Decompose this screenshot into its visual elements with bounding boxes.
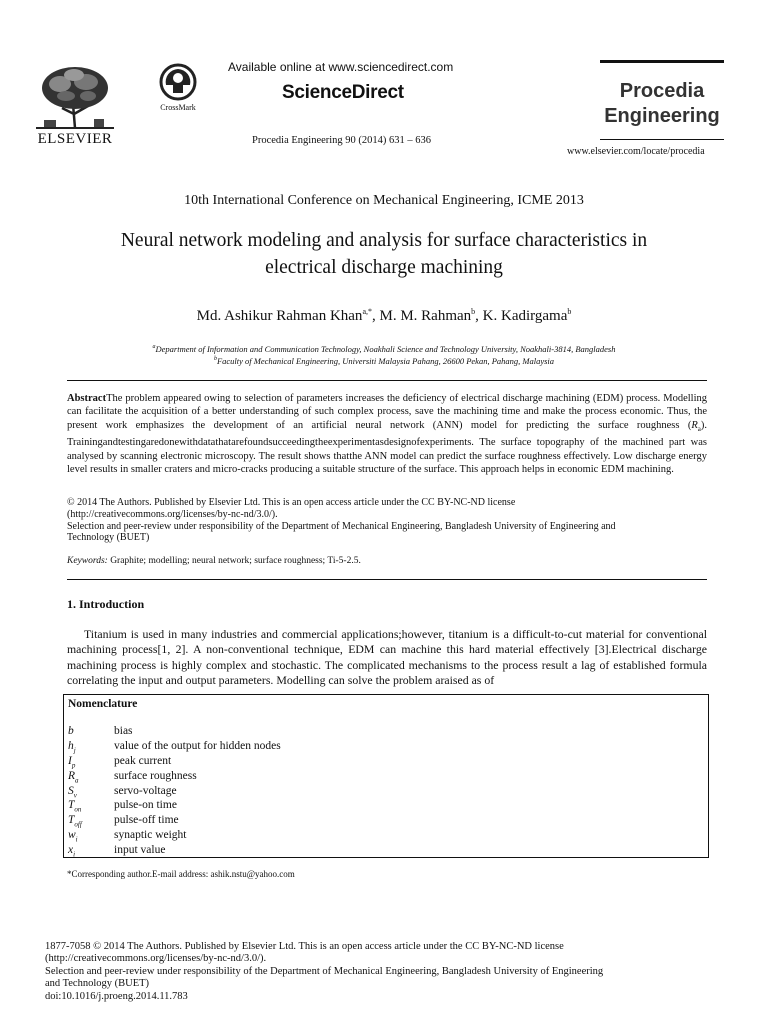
corresponding-author: *Corresponding author.E-mail address: ashik.nstu@yahoo.com xyxy=(67,869,295,879)
nomenclature-list xyxy=(68,724,281,858)
author-separator: , xyxy=(475,308,483,324)
nomenclature-desc: input value xyxy=(114,844,166,857)
affil-text: Department of Information and Communication Technology, Noakhali Science and Technology University, Noakhali-3814, Bangladesh xyxy=(155,344,616,354)
abstract-text-cont: ). Trainingandtestingaredonewithdatathatarefoundsucceedingtheexperimentasdesignofexperiments. The surface topography of the machined part was analysed by scanning electronic microscopy. The result shows thatthe ANN model can predict the surface roughness effectively. Low discharge energy level results in smaller craters and micro-cracks producing a suitable structure of the surface. This approach helps in economic EDM machining. xyxy=(67,419,707,476)
nomenclature-symbol: $R_a$ xyxy=(68,769,79,784)
nomenclature-symbol: $S_v$ xyxy=(68,784,77,799)
title-line-2: electrical discharge machining xyxy=(265,257,503,278)
nomenclature-symbol: $x_i$ xyxy=(68,844,76,859)
author-list xyxy=(0,307,768,325)
doi-link[interactable]: doi:10.1016/j.proeng.2014.11.783 xyxy=(45,990,188,1002)
nomenclature-box xyxy=(63,694,709,858)
footer-line: and Technology (BUET) xyxy=(45,978,150,990)
author-affil-mark: b xyxy=(567,307,572,316)
elsevier-logo xyxy=(20,64,130,148)
nomenclature-item xyxy=(68,784,281,799)
conference-name: 10th International Conference on Mechanical Engineering, ICME 2013 xyxy=(184,193,584,208)
keywords xyxy=(67,556,707,566)
title-line-1: Neural network modeling and analysis for surface characteristics in xyxy=(120,230,648,251)
abstract-symbol-sub: a xyxy=(697,424,701,433)
nomenclature-desc: servo-voltage xyxy=(114,784,177,797)
nomenclature-desc: pulse-on time xyxy=(114,799,177,812)
available-online: Available online at www.sciencedirect.com xyxy=(228,60,454,74)
journal-name-line2: Engineering xyxy=(604,105,720,127)
footer-line: Selection and peer-review under responsibility of the Department of Mechanical Engineering, Bangladesh University of Engineering xyxy=(45,965,604,977)
abstract-symbol: R xyxy=(691,419,698,431)
license-line: © 2014 The Authors. Published by Elsevier Ltd. This is an open access article under the CC BY-NC-ND license xyxy=(67,497,516,508)
crossmark-label: CrossMark xyxy=(160,103,196,112)
footer-line: 1877-7058 © 2014 The Authors. Published by Elsevier Ltd. This is an open access article under the CC BY-NC-ND license xyxy=(45,941,564,952)
affil-mark: a xyxy=(152,344,156,351)
abstract xyxy=(67,392,707,477)
section-heading: 1. Introduction xyxy=(67,597,145,611)
nomenclature-item xyxy=(68,739,281,754)
divider-bottom xyxy=(67,579,707,580)
nomenclature-item xyxy=(68,843,281,858)
affiliation-b xyxy=(0,356,768,366)
keywords-text: Graphite; modelling; neural network; surface roughness; Ti-5-2.5. xyxy=(107,556,361,566)
nomenclature-desc: value of the output for hidden nodes xyxy=(114,739,281,752)
nomenclature-symbol: $T_{on}$ xyxy=(68,799,82,814)
nomenclature-symbol: $h_j$ xyxy=(68,739,76,755)
nomenclature-title: Nomenclature xyxy=(68,698,138,710)
license-line: Selection and peer-review under responsibility of the Department of Mechanical Engineering, Bangladesh University of Engineering and xyxy=(67,520,616,532)
journal-logo xyxy=(600,60,724,140)
journal-url[interactable]: www.elsevier.com/locate/procedia xyxy=(567,146,705,157)
nomenclature-item xyxy=(68,754,281,769)
author-name: Md. Ashikur Rahman Khan xyxy=(196,308,363,324)
footer-license-link[interactable]: (http://creativecommons.org/licenses/by-nc-nd/3.0/). xyxy=(45,953,267,965)
nomenclature-symbol: $I_p$ xyxy=(68,754,76,770)
paper-title xyxy=(40,227,728,281)
publisher-name: ELSEVIER xyxy=(37,131,113,147)
nomenclature-item xyxy=(68,769,281,784)
author-name: K. Kadirgama xyxy=(482,308,568,324)
affiliation-a xyxy=(0,344,768,354)
crossmark-icon xyxy=(159,63,197,101)
nomenclature-symbol: $T_{off}$ xyxy=(68,814,82,829)
journal-name-line1: Procedia xyxy=(619,80,705,102)
sciencedirect-logo[interactable]: ScienceDirect xyxy=(282,82,404,103)
author-name: M. M. Rahman xyxy=(379,308,472,324)
nomenclature-desc: pulse-off time xyxy=(114,814,179,827)
elsevier-tree-icon xyxy=(36,64,114,130)
nomenclature-item xyxy=(68,813,281,828)
divider-top xyxy=(67,380,707,381)
intro-paragraph: Titanium is used in many industries and commercial applications;however, titanium is a difficult-to-cut material for conventional machining process[1, 2]. A non-conventional technique, EDM can machine this hard material effectively [3].Electrical discharge machining process is highly complex and stochastic. The complicated mechanisms to the process result a lag of established formula correlating the input and output parameters. Modelling can solve the problem araised as of xyxy=(67,627,707,688)
license-notice xyxy=(67,497,707,544)
nomenclature-item xyxy=(68,798,281,813)
abstract-text: The problem appeared owing to selection of parameters increases the deficiency of electrical discharge machining (EDM) process. Modelling can facilitate the acquisition of a better understanding of such complex process, save the machining time and make the process economic. Thus, the present work emphasizes the development of an artificial neural network (ANN) model for predicting the surface roughness ( xyxy=(67,393,707,431)
crossmark-badge[interactable] xyxy=(153,63,203,112)
nomenclature-symbol: b xyxy=(68,725,74,737)
keywords-label: Keywords: xyxy=(67,556,108,566)
nomenclature-desc: surface roughness xyxy=(114,769,197,782)
license-link[interactable]: (http://creativecommons.org/licenses/by-nc-nd/3.0/). xyxy=(67,508,278,520)
nomenclature-item xyxy=(68,724,281,739)
affil-text: Faculty of Mechanical Engineering, Universiti Malaysia Pahang, 26600 Pekan, Pahang, Malaysia xyxy=(216,356,555,366)
license-line: Technology (BUET) xyxy=(67,532,150,544)
nomenclature-desc: peak current xyxy=(114,754,172,767)
author-affil-mark: a,* xyxy=(362,307,372,316)
author-separator: , xyxy=(372,308,380,324)
page-footer xyxy=(45,941,725,1003)
abstract-label: Abstract xyxy=(67,393,107,404)
affil-mark: b xyxy=(213,356,217,363)
nomenclature-item xyxy=(68,828,281,843)
author-affil-mark: b xyxy=(471,307,476,316)
nomenclature-symbol: $w_i$ xyxy=(68,829,78,844)
nomenclature-desc: bias xyxy=(114,725,133,737)
journal-reference: Procedia Engineering 90 (2014) 631 – 636 xyxy=(252,135,432,146)
nomenclature-desc: synaptic weight xyxy=(114,829,187,842)
